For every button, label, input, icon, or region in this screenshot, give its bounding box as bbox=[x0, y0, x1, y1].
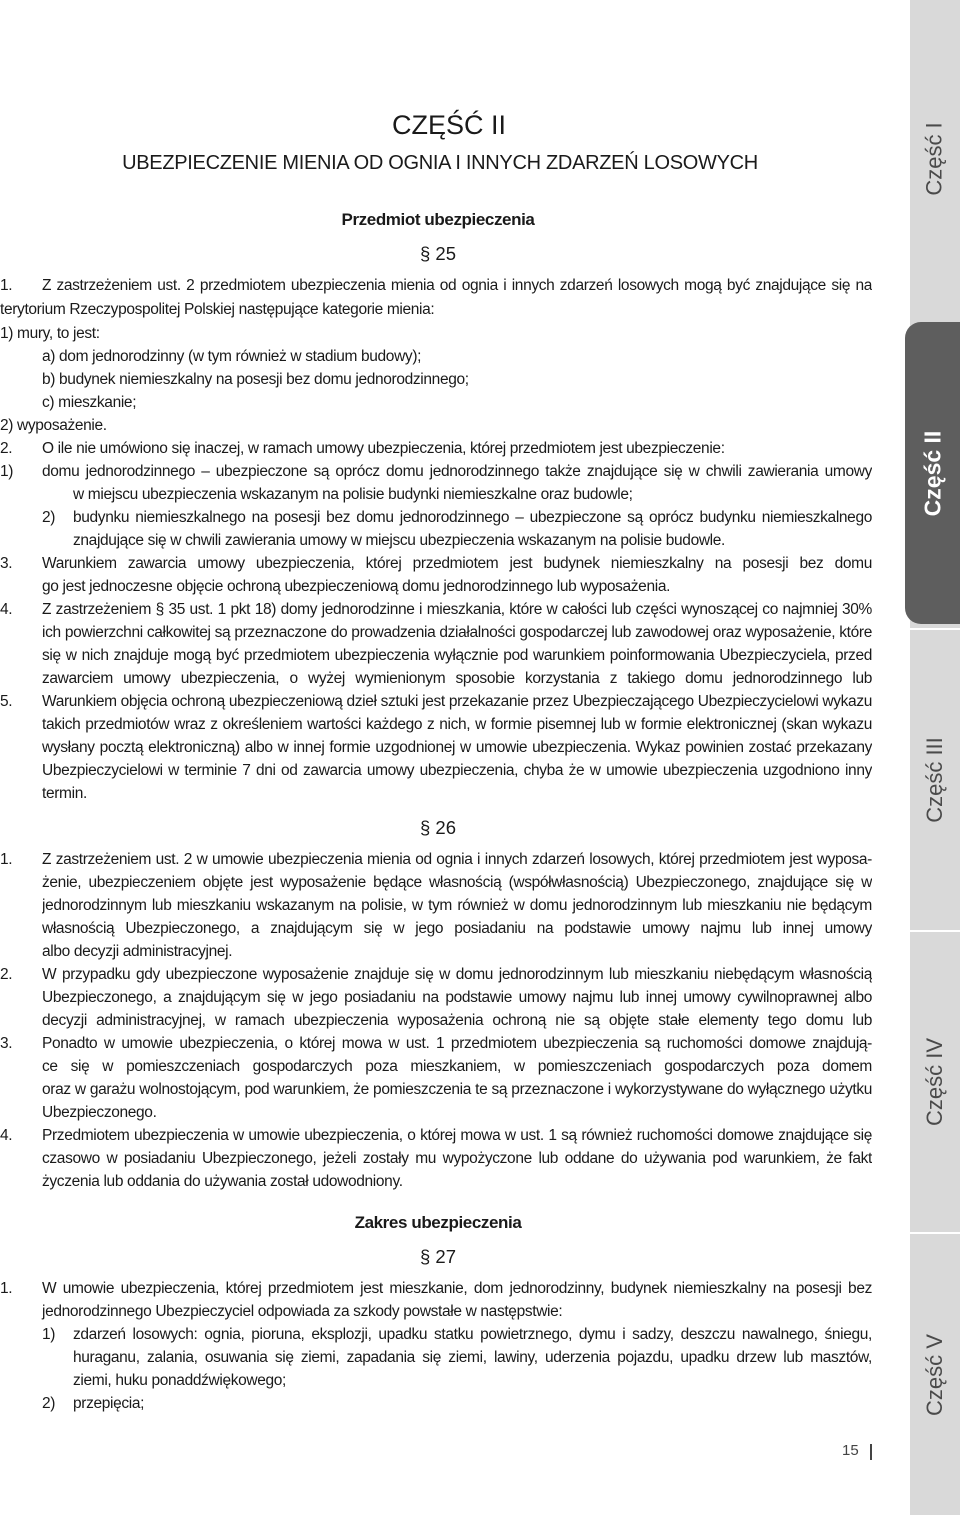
text-line: Ubezpieczonego. bbox=[42, 1104, 157, 1121]
tab-czesc-2[interactable] bbox=[905, 322, 960, 624]
text-line: Ubezpieczonego, a znajdującym się w jego posiadaniu na podstawie umowy najmu lub innej umowy cywilnoprawnej albo bbox=[42, 989, 872, 1006]
text-line: Przedmiotem ubezpieczenia w umowie ubezpieczenia, o której mowa w ust. 1 są również ruchomości domowe znajdujące się bbox=[42, 1127, 872, 1144]
text-line: budynku niemieszkalnego na posesji bez domu jednorodzinnego – ubezpieczone są oprócz budynku niemieszkalnego bbox=[73, 509, 872, 526]
text-line: go jest jednoczesne objęcie ochroną ubezpieczeniową domu jednorodzinnego lub wyposażenia. bbox=[42, 578, 671, 595]
text-line: 2) wyposażenie. bbox=[0, 417, 107, 434]
text-line: znajdujące się w chwili zawierania umowy w miejscu ubezpieczenia wskazanym na polisie budowle. bbox=[73, 532, 726, 549]
item-number: 2. bbox=[0, 440, 13, 457]
text-line: termin. bbox=[42, 785, 87, 802]
tab-label: Część I bbox=[922, 122, 948, 196]
item-number: 2. bbox=[0, 966, 13, 983]
text-line: W umowie ubezpieczenia, której przedmiotem jest mieszkanie, dom jednorodzinny, budynek niemieszkalny na posesji bez bbox=[42, 1280, 872, 1297]
text-line: żenie, ubezpieczeniem objęte jest wyposażenie będące własnością (współwłasnością) Ubezpieczonego, znajdujące się w bbox=[42, 874, 872, 891]
heading-zakres: Zakres ubezpieczenia bbox=[354, 1213, 522, 1232]
tab-czesc-1[interactable] bbox=[910, 0, 960, 318]
text-line: Z zastrzeżeniem ust. 2 przedmiotem ubezpieczenia mienia od ognia i innych zdarzeń losowych mogą być znajdujące się na bbox=[42, 277, 872, 294]
text-line: b) budynek niemieszkalny na posesji bez domu jednorodzinnego; bbox=[42, 371, 469, 388]
text-line: jednorodzinnym lub mieszkaniu wskazanym na polisie, w tym również w domu jednorodzinnym lub mieszkaniu nie będącym bbox=[42, 897, 872, 914]
main-title: UBEZPIECZENIE MIENIA OD OGNIA I INNYCH ZDARZEŃ LOSOWYCH bbox=[122, 152, 758, 174]
text-line: zdarzeń losowych: ognia, pioruna, eksplozji, upadku statku powietrznego, dymu i sadzy, deszczu nawalnego, śniegu, bbox=[73, 1326, 872, 1343]
text-line: Ubezpieczycielowi w terminie 7 dni od zawarcia umowy ubezpieczenia, chyba że w umowie ubezpieczenia uzgodniono inny bbox=[42, 762, 872, 779]
text-line: czasowo w posiadaniu Ubezpieczonego, jeżeli zostały mu wypożyczone lub oddane do używania pod warunkiem, że fakt bbox=[42, 1150, 872, 1167]
item-number: 4. bbox=[0, 1127, 13, 1144]
text-line: jednorodzinnego Ubezpieczyciel odpowiada za szkody powstałe w następstwie: bbox=[42, 1303, 563, 1320]
tab-czesc-4[interactable] bbox=[910, 932, 960, 1232]
text-line: Warunkiem zawarcia umowy ubezpieczenia, której przedmiotem jest budynek niemieszkalny na posesji bez domu bbox=[42, 555, 872, 572]
text-line: ce się w pomieszczeniach gospodarczych poza mieszkaniem, w pomieszczeniach gospodarczych poza domem bbox=[42, 1058, 872, 1075]
text-line: huraganu, zalania, osuwania się ziemi, zapadania się ziemi, lawiny, uderzenia pojazdu, upadku drzew lub masztów, bbox=[73, 1349, 872, 1366]
item-number: 3. bbox=[0, 1035, 13, 1052]
item-number: 2) bbox=[42, 1395, 56, 1412]
tab-label: Część IV bbox=[922, 1037, 947, 1127]
text-line: się w nich znajduje mogą być przedmiotem ubezpieczenia wyłącznie pod warunkiem poinformowania Ubezpieczyciela, przed bbox=[42, 647, 872, 664]
item-number: 1. bbox=[0, 1280, 13, 1297]
heading-przedmiot: Przedmiot ubezpieczenia bbox=[341, 210, 535, 229]
item-number: 5. bbox=[0, 693, 13, 710]
text-line: przepięcia; bbox=[73, 1395, 145, 1412]
text-line: Ponadto w umowie ubezpieczenia, o której mowa w ust. 1 przedmiotem ubezpieczenia są ruchomości domowe znajdują- bbox=[42, 1035, 872, 1052]
text-line: ziemi, huku ponaddźwiękowego; bbox=[73, 1372, 287, 1389]
paragraph-mark-27: § 27 bbox=[419, 1246, 456, 1267]
text-line: albo decyzji administracyjnej. bbox=[42, 943, 233, 960]
text-line: ich powierzchni całkowitej są przeznaczone do prowadzenia działalności gospodarczej lub zawodowej oraz wyposażenie, które bbox=[42, 624, 872, 641]
text-line: Z zastrzeżeniem § 35 ust. 1 pkt 18) domy jednorodzinne i mieszkania, które w całości lub części wynoszącej co najmniej 30% bbox=[42, 601, 872, 618]
text-line: W przypadku gdy ubezpieczone wyposażenie znajduje się w domu jednorodzinnym lub mieszkaniu niebędącym własnością bbox=[42, 966, 872, 983]
text-line: Warunkiem objęcia ochroną ubezpieczeniową dzieł sztuki jest przekazanie przez Ubezpieczającego Ubezpieczycielowi wykazu bbox=[42, 693, 872, 710]
item-number: 1) bbox=[0, 463, 14, 480]
text-line: decyzji administracyjnej, w ramach ubezpieczenia wyposażenia ochroną nie są objęte stałe elementy tego domu lub bbox=[42, 1012, 872, 1029]
tab-czesc-5[interactable] bbox=[910, 1234, 960, 1515]
page-number-divider bbox=[870, 1444, 872, 1460]
text-line: wysłany pocztą elektroniczną) albo w innej formie uzgodnionej w umowie ubezpieczenia. Wykaz powinien zostać przekazany bbox=[42, 739, 872, 756]
text-line: takich przedmiotów wraz z określeniem wartości każdego z nich, w formie pisemnej lub w formie elektronicznej (skan wykazu bbox=[42, 716, 872, 733]
tab-czesc-3[interactable] bbox=[910, 630, 960, 930]
tab-label: Część V bbox=[922, 1333, 948, 1416]
text-line: życzenia lub oddania do używania został udowodniony. bbox=[42, 1173, 403, 1190]
item-number: 1) bbox=[42, 1326, 56, 1343]
text-line: w miejscu ubezpieczenia wskazanym na polisie budynki niemieszkalne oraz budowle; bbox=[73, 486, 633, 503]
section-tabs bbox=[910, 0, 960, 1515]
tab-label: Część III bbox=[922, 737, 948, 823]
text-line: terytorium Rzeczypospolitej Polskiej następujące kategorie mienia: bbox=[0, 301, 435, 318]
text-line: Z zastrzeżeniem ust. 2 w umowie ubezpieczenia mienia od ognia i innych zdarzeń losowych, której przedmiotem jest wyposa- bbox=[42, 851, 872, 868]
page-number: 15 bbox=[842, 1442, 859, 1459]
text-line: domu jednorodzinnego – ubezpieczone są oprócz domu jednorodzinnego także znajdujące się w chwili zawierania umowy bbox=[42, 463, 872, 480]
item-number: 2) bbox=[42, 509, 56, 526]
text-line: własnością Ubezpieczonego, a znajdującym się w jego posiadaniu na podstawie umowy najmu lub innej umowy bbox=[42, 920, 872, 937]
paragraph-mark-26: § 26 bbox=[419, 817, 456, 838]
text-line: c) mieszkanie; bbox=[42, 394, 137, 411]
item-number: 3. bbox=[0, 555, 13, 572]
part-title: CZĘŚĆ II bbox=[392, 110, 507, 140]
text-line: a) dom jednorodzinny (w tym również w stadium budowy); bbox=[42, 348, 422, 365]
text-line: zawarciem umowy ubezpieczenia, o wyżej wymienionym sposobie korzystania z takiego domu jednorodzinnego lub bbox=[42, 670, 872, 687]
tab-label: Część II bbox=[919, 430, 945, 516]
text-line: O ile nie umówiono się inaczej, w ramach umowy ubezpieczenia, której przedmiotem jest ubezpieczenie: bbox=[42, 440, 725, 457]
item-number: 4. bbox=[0, 601, 13, 618]
item-number: 1. bbox=[0, 851, 13, 868]
item-number: 1. bbox=[0, 277, 13, 294]
paragraph-mark-25: § 25 bbox=[419, 243, 456, 264]
text-line: oraz w garażu wolnostojącym, pod warunkiem, że pomieszczenia te są przeznaczone i wykorzystywane do wyłącznego użytku bbox=[42, 1081, 872, 1098]
text-line: 1) mury, to jest: bbox=[0, 325, 100, 342]
